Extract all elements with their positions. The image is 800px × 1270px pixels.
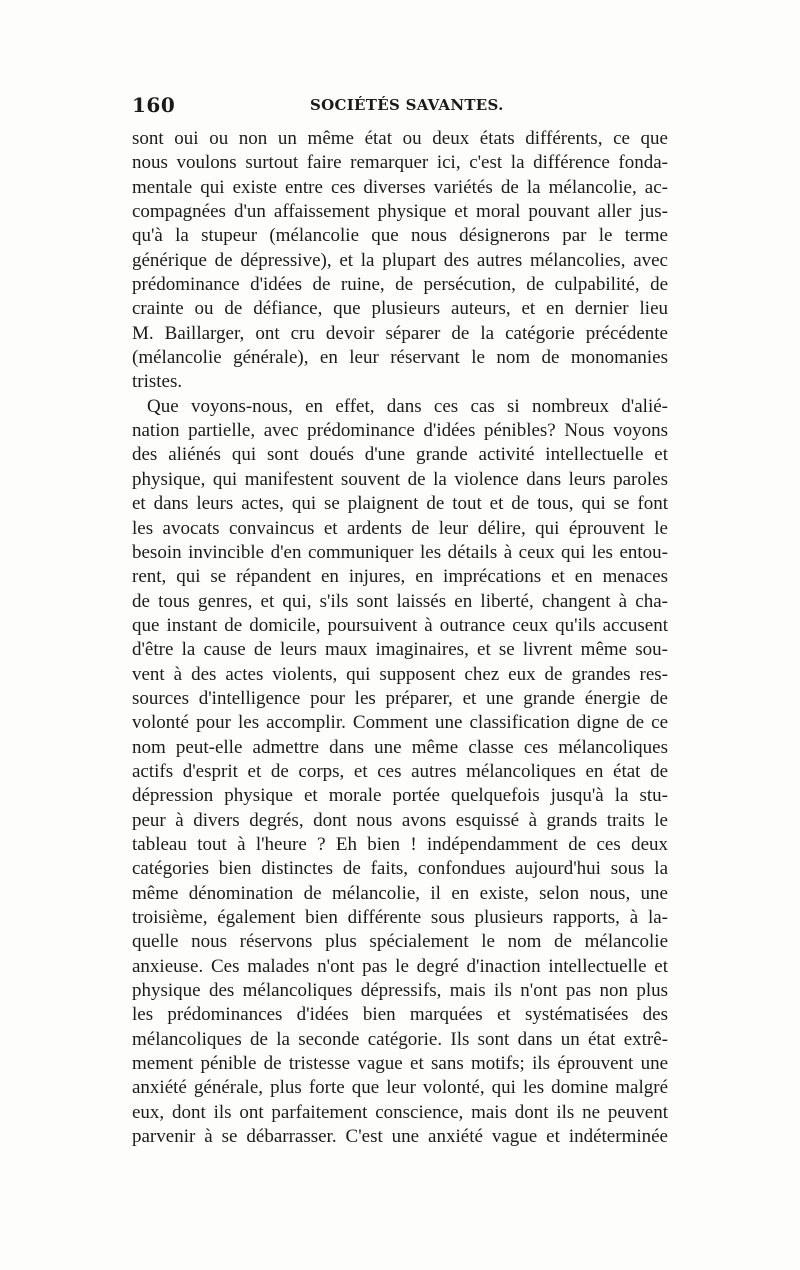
text-line: Que voyons-nous, en effet, dans ces cas si nombreux d'alié- xyxy=(147,395,668,417)
text-line: troisième, également bien différente sous plusieurs rapports, à la- xyxy=(132,907,668,928)
text-line: sources d'intelligence pour les préparer, et une grande énergie de xyxy=(132,687,668,709)
text-line: que instant de domicile, poursuivent à outrance ceux qu'ils accusent xyxy=(132,614,668,636)
text-line: générique de dépressive), et la plupart des autres mélancolies, avec xyxy=(132,249,668,271)
text-line: les prédominances d'idées bien marquées et systématisées des xyxy=(132,1004,668,1026)
section-title: SOCIÉTÉS SAVANTES. xyxy=(310,96,504,114)
text-line: les avocats convaincus et ardents de leur délire, qui éprouvent le xyxy=(132,517,668,539)
text-line: catégories bien distinctes de faits, confondues aujourd'hui sous la xyxy=(132,858,668,880)
text-line: peur à divers degrés, dont nous avons esquissé à grands traits le xyxy=(132,809,668,831)
text-line: M. Baillarger, ont cru devoir séparer de la catégorie précédente xyxy=(132,322,668,344)
running-head xyxy=(132,93,668,119)
text-line: nous voulons surtout faire remarquer ici, c'est la différence fonda- xyxy=(132,152,668,174)
text-line: physique des mélancoliques dépressifs, mais ils n'ont pas non plus xyxy=(132,980,668,1002)
body-text xyxy=(132,127,668,1149)
text-line: quelle nous réservons plus spécialement le nom de mélancolie xyxy=(132,931,668,953)
text-line: nom peut-elle admettre dans une même classe ces mélancoliques xyxy=(132,736,668,758)
text-line: (mélancolie générale), en leur réservant le nom de monomanies xyxy=(132,347,668,369)
text-line: physique, qui manifestent souvent de la violence dans leurs paroles xyxy=(132,468,668,490)
page-number: 160 xyxy=(132,93,176,117)
text-line: vent à des actes violents, qui supposent chez eux de grandes res- xyxy=(132,663,668,685)
text-line: rent, qui se répandent en injures, en imprécations et en menaces xyxy=(132,566,668,588)
text-line: parvenir à se débarrasser. C'est une anxiété vague et indéterminée xyxy=(132,1126,668,1148)
text-line: anxieuse. Ces malades n'ont pas le degré d'inaction intellectuelle et xyxy=(132,955,668,977)
text-line: volonté pour les accomplir. Comment une classification digne de ce xyxy=(132,712,668,734)
text-line: mentale qui existe entre ces diverses variétés de la mélancolie, ac- xyxy=(132,176,668,198)
text-line: mélancoliques de la seconde catégorie. Ils sont dans un état extrê- xyxy=(132,1028,668,1050)
text-line: dépression physique et morale portée quelquefois jusqu'à la stu- xyxy=(132,785,668,807)
text-line: qu'à la stupeur (mélancolie que nous désignerons par le terme xyxy=(132,225,668,247)
text-line: crainte ou de défiance, que plusieurs auteurs, et en dernier lieu xyxy=(132,298,668,320)
text-line: mement pénible de tristesse vague et sans motifs; ils éprouvent une xyxy=(132,1053,668,1075)
text-line: et dans leurs actes, qui se plaignent de tout et de tous, qui se font xyxy=(132,493,668,515)
text-line: tableau tout à l'heure ? Eh bien ! indépendamment de ces deux xyxy=(132,833,668,855)
text-line: eux, dont ils ont parfaitement conscience, mais dont ils ne peuvent xyxy=(132,1101,668,1123)
text-line: sont oui ou non un même état ou deux états différents, ce que xyxy=(132,128,668,149)
text-line: des aliénés qui sont doués d'une grande activité intellectuelle et xyxy=(132,444,668,466)
text-line: besoin invincible d'en communiquer les détails à ceux qui les entou- xyxy=(132,541,668,563)
text-line: actifs d'esprit et de corps, et ces autres mélancoliques en état de xyxy=(132,760,668,782)
text-line: d'être la cause de leurs maux imaginaires, et se livrent même sou- xyxy=(132,639,668,661)
text-line: compagnées d'un affaissement physique et moral pouvant aller jus- xyxy=(132,201,668,223)
text-line: même dénomination de mélancolie, il en existe, selon nous, une xyxy=(132,882,668,904)
text-line: de tous genres, et qui, s'ils sont laissés en liberté, changent à cha- xyxy=(132,590,668,612)
text-line: anxiété générale, plus forte que leur volonté, qui les domine malgré xyxy=(132,1077,668,1099)
text-line: tristes. xyxy=(132,371,183,393)
text-line: nation partielle, avec prédominance d'idées pénibles? Nous voyons xyxy=(132,420,668,442)
text-line: prédominance d'idées de ruine, de persécution, de culpabilité, de xyxy=(132,274,668,296)
